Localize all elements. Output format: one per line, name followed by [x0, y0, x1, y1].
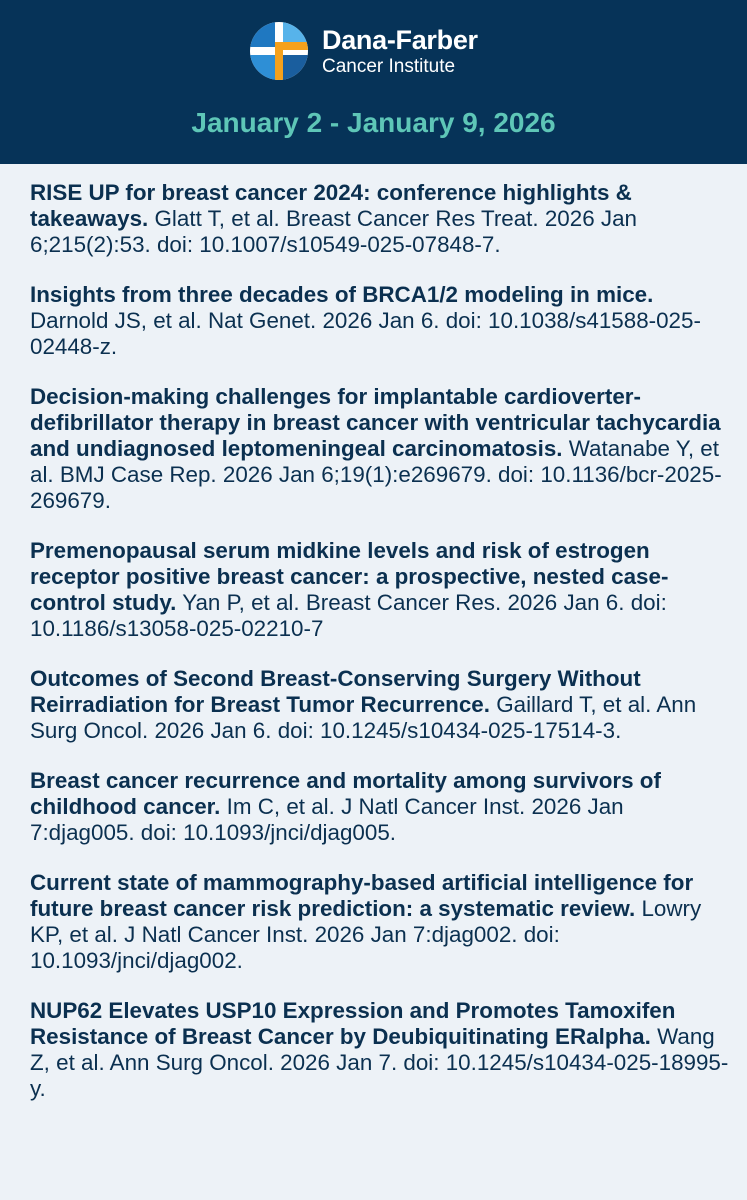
article-title: Decision-making challenges for implantable cardioverter-defibrillator therapy in breast cancer with ventricular tachycardia and undiagnosed leptomeningeal carcinomatosis. [30, 384, 721, 461]
article-title: RISE UP for breast cancer 2024: conference highlights & takeaways. [30, 180, 632, 231]
article-title: Breast cancer recurrence and mortality among survivors of childhood cancer. [30, 768, 661, 819]
article-citation: Im C, et al. J Natl Cancer Inst. 2026 Jan 7:djag005. doi: 10.1093/jnci/djag005. [30, 794, 624, 845]
article-title: Outcomes of Second Breast-Conserving Surgery Without Reirradiation for Breast Tumor Recurrence. [30, 666, 641, 717]
article-title: Current state of mammography-based artificial intelligence for future breast cancer risk prediction: a systematic review. [30, 870, 694, 921]
header-banner [0, 0, 747, 164]
date-range-title: January 2 - January 9, 2026 [191, 107, 556, 138]
article-citation: Gaillard T, et al. Ann Surg Oncol. 2026 Jan 6. doi: 10.1245/s10434-025-17514-3. [30, 692, 697, 743]
article-item [30, 180, 730, 258]
article-citation: Glatt T, et al. Breast Cancer Res Treat. 2026 Jan 6;215(2):53. doi: 10.1007/s10549-025-07848-7. [30, 206, 637, 257]
brand-name: Dana-Farber [322, 25, 478, 55]
article-list [30, 180, 730, 1126]
article-item [30, 998, 730, 1102]
article-citation: Yan P, et al. Breast Cancer Res. 2026 Jan 6. doi: 10.1186/s13058-025-02210-7 [30, 590, 667, 641]
article-title: Premenopausal serum midkine levels and risk of estrogen receptor positive breast cancer: a prospective, nested case-control study. [30, 538, 669, 615]
article-item [30, 768, 730, 846]
article-citation: Lowry KP, et al. J Natl Cancer Inst. 2026 Jan 7:djag002. doi: 10.1093/jnci/djag002. [30, 896, 702, 973]
article-item [30, 870, 730, 974]
article-citation: Wang Z, et al. Ann Surg Oncol. 2026 Jan 7. doi: 10.1245/s10434-025-18995-y. [30, 1024, 729, 1101]
article-item [30, 282, 730, 360]
article-title: Insights from three decades of BRCA1/2 modeling in mice. [30, 282, 654, 307]
article-item [30, 384, 730, 514]
article-title: NUP62 Elevates USP10 Expression and Promotes Tamoxifen Resistance of Breast Cancer by Deubiquitinating ERalpha. [30, 998, 676, 1049]
article-item [30, 666, 730, 744]
article-citation: Darnold JS, et al. Nat Genet. 2026 Jan 6. doi: 10.1038/s41588-025-02448-z. [30, 308, 701, 359]
article-citation: Watanabe Y, et al. BMJ Case Rep. 2026 Jan 6;19(1):e269679. doi: 10.1136/bcr-2025-269679. [30, 436, 722, 513]
dana-farber-logo-icon [250, 22, 308, 80]
brand-subtitle: Cancer Institute [322, 56, 456, 77]
article-item [30, 538, 730, 642]
